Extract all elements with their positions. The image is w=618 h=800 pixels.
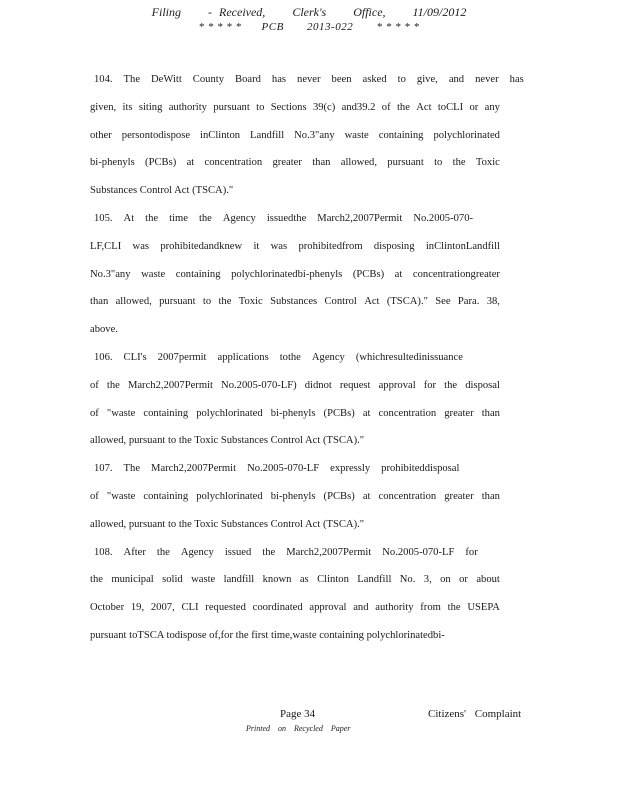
paragraph-4-line-0: 108. After the Agency issued the March2,2007Permit No.2005-070-LF for [94,546,478,558]
paragraph-4-line-3: pursuant toTSCA todispose of,for the first time,waste containing polychlorinatedbi- [90,629,445,641]
stamp-pcb: PCB [261,21,284,33]
paragraph-2-line-2: of "waste containing polychlorinated bi-phenyls (PCBs) at concentration greater than [90,407,500,419]
paragraph-0-line-4: Substances Control Act (TSCA)." [90,185,234,197]
paragraph-1-line-1: LF,CLI was prohibitedandknew it was prohibitedfrom disposing inClintonLandfill [90,240,500,252]
page-number: Page 34 [280,708,316,720]
paragraph-4-line-2: October 19, 2007, CLI requested coordinated approval and authority from the USEPA [90,602,500,614]
stamp-office: Office, [353,5,386,19]
filing-stamp-line-2 [0,21,618,33]
stamp-clerks: Clerk's [292,5,327,19]
paragraph-2-line-0: 106. CLI's 2007permit applications tothe Agency (whichresultedinissuance [94,351,463,363]
paragraph-0-line-3: bi-phenyls (PCBs) at concentration greater than allowed, pursuant to the Toxic [90,157,500,169]
stamp-filing: Filing [151,5,182,19]
paragraph-1-line-2: No.3"any waste containing polychlorinatedbi-phenyls (PCBs) at concentrationgreater [90,268,500,280]
stamp-stars-right: * * * * * [376,21,420,33]
paragraph-1-line-0: 105. At the time the Agency issuedthe March2,2007Permit No.2005-070- [94,212,474,224]
paragraph-0-line-1: given, its siting authority pursuant to Sections 39(c) and39.2 of the Act toCLI or any [90,101,500,113]
stamp-case-number: 2013-022 [307,21,354,33]
filing-stamp-line-1 [0,5,618,20]
paragraph-2-line-1: of the March2,2007Permit No.2005-070-LF) didnot request approval for the disposal [90,379,500,391]
paragraph-0-line-2: other persontodispose inClinton Landfill No.3"any waste containing polychlorinated [90,129,500,141]
paragraph-3-line-2: allowed, pursuant to the Toxic Substances Control Act (TSCA)." [90,518,365,530]
document-body [90,66,524,650]
paragraph-1-line-4: above. [90,324,118,336]
paragraph-2-line-3: allowed, pursuant to the Toxic Substances Control Act (TSCA)." [90,435,365,447]
stamp-received: - Received, [208,5,266,19]
paragraph-3-line-1: of "waste containing polychlorinated bi-phenyls (PCBs) at concentration greater than [90,490,500,502]
paragraph-0-line-0: 104. The DeWitt County Board has never been asked to give, and never has [94,74,524,85]
document-title: Citizens' Complaint [428,708,522,720]
printed-on-recycled-paper: Printed on Recycled Paper [246,724,351,733]
paragraph-1-line-3: than allowed, pursuant to the Toxic Substances Control Act (TSCA)." See Para. 38, [90,296,500,308]
stamp-date: 11/09/2012 [412,5,467,19]
paragraph-4-line-1: the municipal solid waste landfill known as Clinton Landfill No. 3, on or about [90,574,500,586]
stamp-stars-left: * * * * * [198,21,242,33]
paragraph-3-line-0: 107. The March2,2007Permit No.2005-070-LF expressly prohibiteddisposal [94,463,460,475]
